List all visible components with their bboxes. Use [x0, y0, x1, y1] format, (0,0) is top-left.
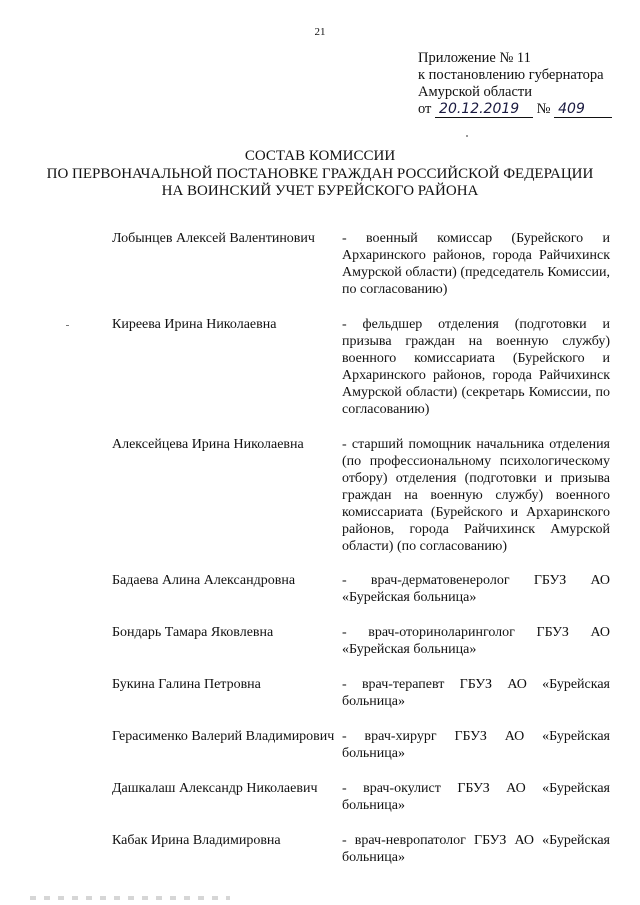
title-line-1: СОСТАВ КОМИССИИ [244, 148, 396, 164]
appendix-title: Приложение № 11 [418, 50, 531, 66]
from-label: от [418, 101, 432, 117]
appendix-region: Амурской области [418, 84, 532, 100]
member-role: - фельдшер отделения (подготовки и призыва граждан на военную службу) военного комиссариата (Бурейского и Архаринского районов, города Райчихинск Амурской области) (секретарь Комиссии, по согласованию) [342, 317, 610, 417]
appendix-order-line [418, 101, 612, 118]
member-role: - врач-оториноларинголог ГБУЗ АО «Бурейская больница» [342, 625, 610, 657]
member-row [112, 230, 610, 298]
member-name: Бондарь Тамара Яковлевна [112, 625, 274, 640]
member-row [112, 832, 610, 866]
member-name: Киреева Ирина Николаевна [112, 317, 277, 332]
number-label: № [536, 101, 551, 117]
member-name: Лобынцев Алексей Валентинович [112, 231, 315, 246]
member-role: - старший помощник начальника отделения (по профессиональному психологическому отбору) отделения (подготовки и призыва граждан на военную службу) военного комиссариата (Бурейского и Архаринского районов, города Райчихинск Амурской области) (по согласованию) [342, 437, 610, 554]
document-title [0, 148, 640, 201]
member-role: - врач-терапевт ГБУЗ АО «Бурейская больница» [342, 677, 610, 709]
member-name: Алексейцева Ирина Николаевна [112, 437, 304, 452]
member-name: Дашкалаш Александр Николаевич [112, 781, 318, 796]
member-name: Кабак Ирина Владимировна [112, 833, 281, 848]
member-row [112, 624, 610, 658]
member-name: Букина Галина Петровна [112, 677, 261, 692]
page-number: 21 [314, 26, 326, 38]
handwritten-date: 20.12.2019 [435, 102, 533, 118]
appendix-block [418, 50, 612, 118]
title-line-2: ПО ПЕРВОНАЧАЛЬНОЙ ПОСТАНОВКЕ ГРАЖДАН РОССИЙСКОЙ ФЕДЕРАЦИИ [46, 165, 594, 182]
member-role: - врач-хирург ГБУЗ АО «Бурейская больница» [342, 729, 610, 761]
member-role: - врач-невропатолог ГБУЗ АО «Бурейская больница» [342, 833, 610, 865]
appendix-reference: к постановлению губернатора [418, 67, 604, 83]
member-row [112, 780, 610, 814]
member-role: - военный комиссар (Бурейского и Архаринского районов, города Райчихинск Амурской области) (председатель Комиссии, по согласованию) [342, 231, 610, 297]
member-name: Бадаева Алина Александровна [112, 573, 296, 588]
scan-speck [466, 135, 468, 137]
handwritten-number: 409 [554, 102, 612, 118]
members-list [112, 230, 610, 866]
member-role: - врач-окулист ГБУЗ АО «Бурейская больница» [342, 781, 610, 813]
scan-edge-artifact [30, 896, 230, 900]
member-row [112, 728, 610, 762]
member-row [112, 436, 610, 555]
member-row [112, 316, 610, 418]
member-name: Герасименко Валерий Владимирович [112, 729, 335, 744]
member-row [112, 676, 610, 710]
member-role: - врач-дерматовенеролог ГБУЗ АО «Бурейская больница» [342, 573, 610, 605]
scan-speck [66, 325, 69, 326]
title-line-3: НА ВОИНСКИЙ УЧЕТ БУРЕЙСКОГО РАЙОНА [161, 183, 479, 199]
member-row [112, 572, 610, 606]
